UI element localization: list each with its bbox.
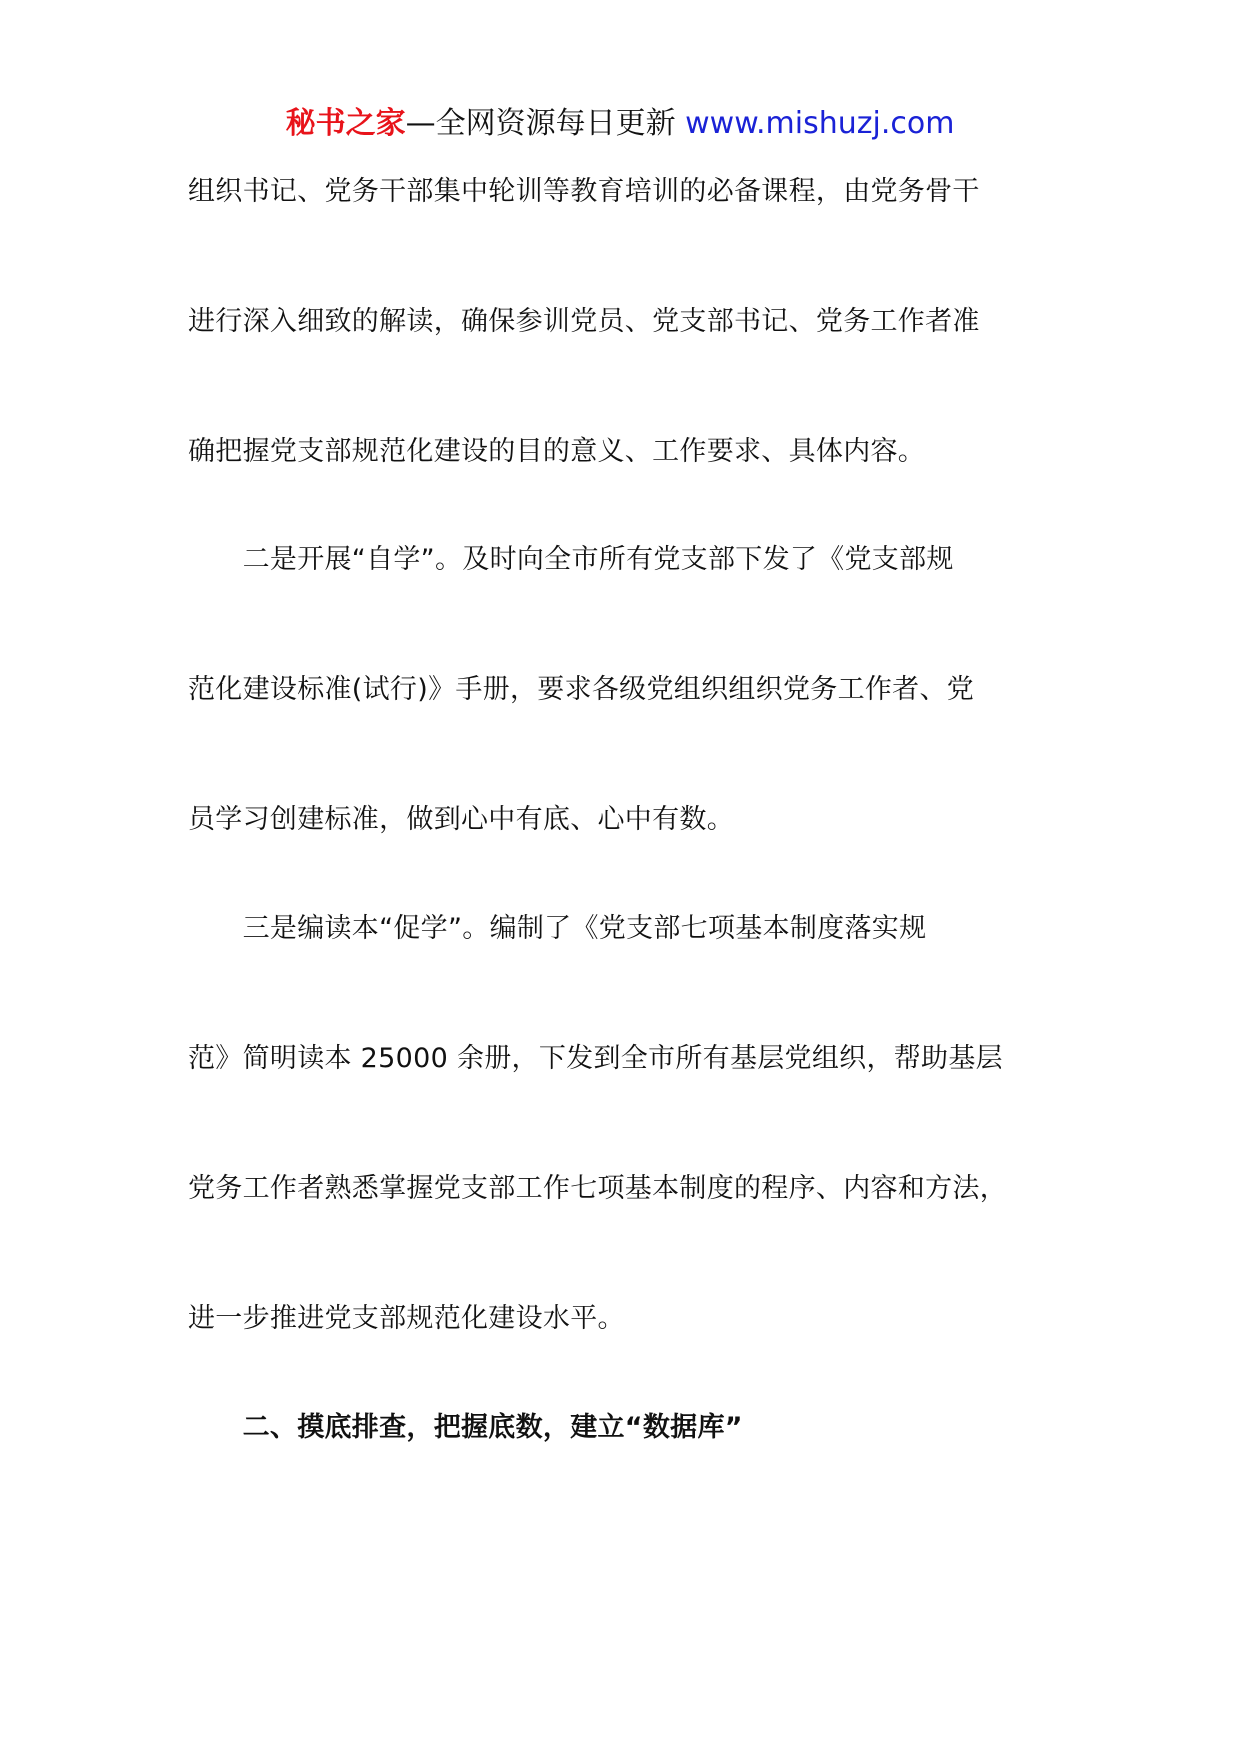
body-text-line: 进一步推进党支部规范化建设水平。	[188, 1303, 625, 1334]
site-header	[0, 100, 1240, 148]
body-text-line: 确把握党支部规范化建设的目的意义、工作要求、具体内容。	[188, 436, 926, 467]
paragraph-first-line: 三是编读本“促学”。编制了《党支部七项基本制度落实规	[188, 913, 927, 944]
body-text-line: 范》简明读本 25000 余册，下发到全市所有基层党组织，帮助基层	[188, 1043, 1003, 1074]
header-tagline: —全网资源每日更新	[405, 106, 686, 141]
body-text-line: 组织书记、党务干部集中轮训等教育培训的必备课程，由党务骨干	[188, 176, 980, 207]
section-heading: 二、摸底排查，把握底数，建立“数据库”	[188, 1412, 743, 1443]
paragraph-first-line: 二是开展“自学”。及时向全市所有党支部下发了《党支部规	[188, 544, 954, 575]
site-url-link[interactable]: www.mishuzj.com	[685, 106, 955, 141]
brand-name: 秘书之家	[285, 106, 406, 141]
body-text-line: 员学习创建标准，做到心中有底、心中有数。	[188, 804, 734, 835]
body-text-line: 党务工作者熟悉掌握党支部工作七项基本制度的程序、内容和方法，	[188, 1173, 1007, 1204]
body-text-line: 进行深入细致的解读，确保参训党员、党支部书记、党务工作者准	[188, 306, 980, 337]
body-text-line: 范化建设标准(试行)》手册，要求各级党组织组织党务工作者、党	[188, 674, 975, 705]
